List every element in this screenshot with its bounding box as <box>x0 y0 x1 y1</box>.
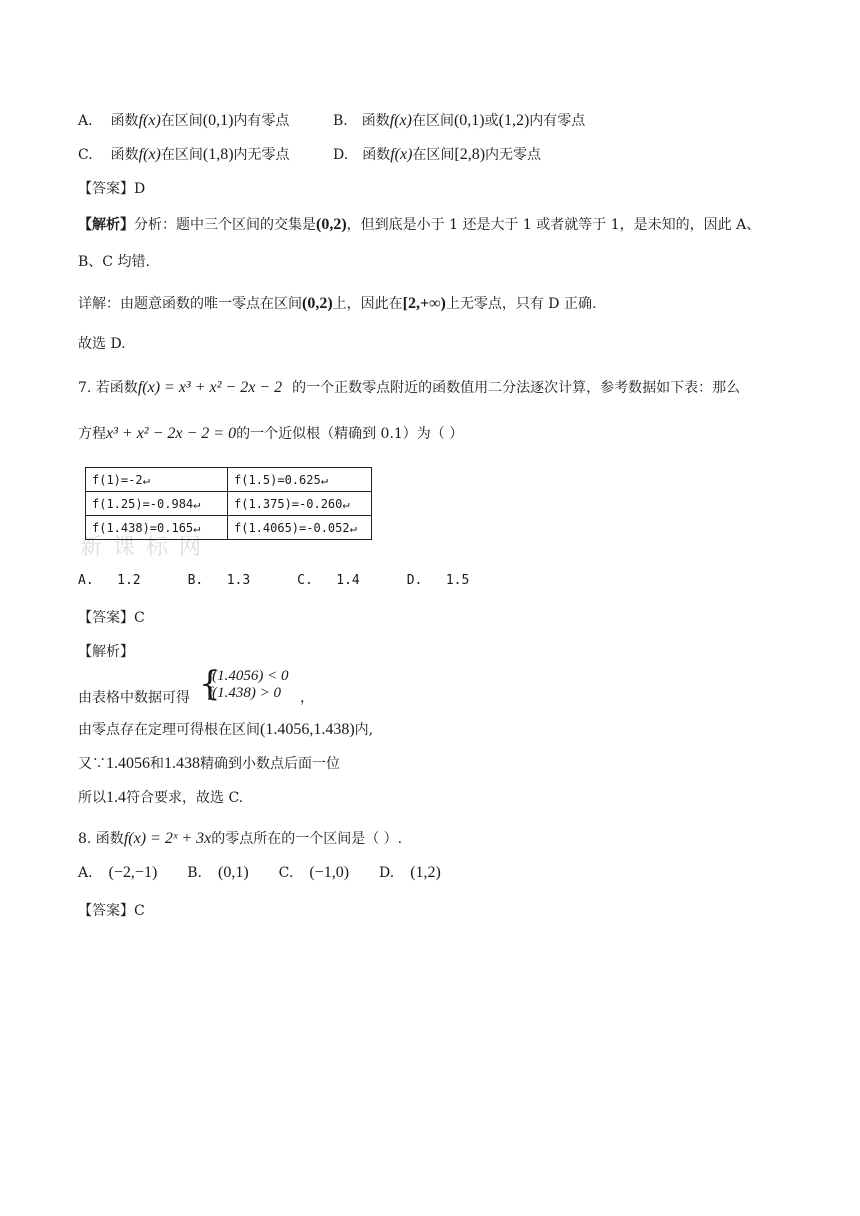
q8-stem: 8. 函数f(x) = 2ˣ + 3x的零点所在的一个区间是（ ）. <box>78 830 403 847</box>
q7-precision-note: 又∵1.4056和1.438精确到小数点后面一位 <box>78 755 340 772</box>
q7-answer: 【答案】C <box>78 610 145 626</box>
table-cell: f(1.438)=0.165↵ <box>86 516 228 540</box>
table-cell: f(1.4065)=-0.052↵ <box>228 516 372 540</box>
q7-analysis-head: 【解析】 <box>78 644 134 660</box>
q7-data-table <box>85 467 372 540</box>
q6-analysis-line1: 【解析】分析：题中三个区间的交集是(0,2)，但到底是小于 1 还是大于 1 或者就等于 1，是未知的，因此 A、 <box>78 216 761 233</box>
q6-analysis-line2: B、C 均错. <box>78 254 150 270</box>
q7-stem-line1: 7. 若函数f(x) = x³ + x² − 2x − 2 的一个正数零点附近的函数值用二分法逐次计算，参考数据如下表：那么 <box>78 379 741 396</box>
table-row <box>86 468 372 492</box>
q7-options: A. 1.2 B. 1.3 C. 1.4 D. 1.5 <box>78 573 470 588</box>
q8-options: A. (−2,−1) B. (0,1) C. (−1,0) D. (1,2) <box>78 864 441 881</box>
table-cell: f(1.5)=0.625↵ <box>228 468 372 492</box>
q7-system-comma: ， <box>300 690 314 706</box>
q7-inequality-system: f(1.4056) < 0 f(1.438) > 0 <box>208 668 289 701</box>
q6-option-d: D. 函数f(x)在区间[2,8)内无零点 <box>333 146 542 163</box>
q7-zero-theorem: 由零点存在定理可得根在区间(1.4056,1.438)内, <box>78 721 374 738</box>
q7-conclusion: 所以1.4符合要求，故选 C. <box>78 789 244 806</box>
table-cell: f(1.25)=-0.984↵ <box>86 492 228 516</box>
q6-option-c: C. 函数f(x)在区间(1,8)内无零点 <box>78 146 290 163</box>
table-cell: f(1)=-2↵ <box>86 468 228 492</box>
q6-answer: 【答案】D <box>78 181 146 197</box>
q6-detail: 详解：由题意函数的唯一零点在区间(0,2)上，因此在[2,+∞)上无零点，只有 D 正确. <box>78 295 597 312</box>
q8-answer: 【答案】C <box>78 903 145 919</box>
q7-stem-line2: 方程x³ + x² − 2x − 2 = 0的一个近似根（精确到 0.1）为（ ） <box>78 425 464 442</box>
q6-conclusion: 故选 D. <box>78 336 126 352</box>
q6-option-a: A. 函数f(x)在区间(0,1)内有零点 <box>78 112 290 129</box>
faint-watermark: 新 课 标 网 <box>80 535 203 560</box>
table-cell: f(1.375)=-0.260↵ <box>228 492 372 516</box>
q6-option-b: B. 函数f(x)在区间(0,1)或(1,2)内有零点 <box>333 112 586 129</box>
brace-symbol: { <box>199 664 221 704</box>
table-row <box>86 516 372 540</box>
q7-from-table: 由表格中数据可得 <box>78 690 190 706</box>
table-row <box>86 492 372 516</box>
